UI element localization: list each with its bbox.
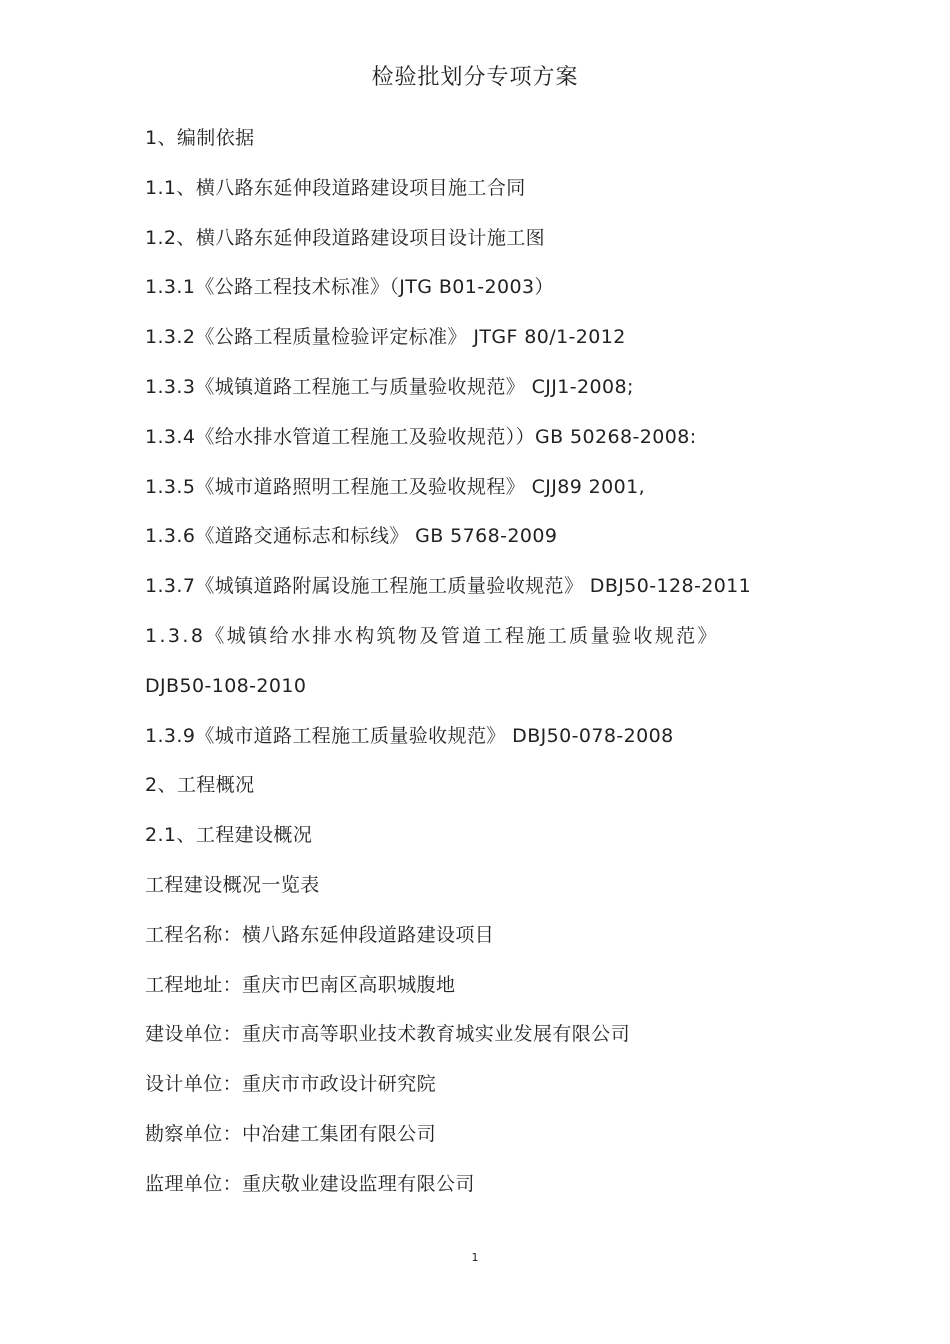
standard-item-1-3-1: 1.3.1《公路工程技术标准》（JTG B01-2003）	[145, 276, 554, 299]
standard-item-1-3-8: 1.3.8《城镇给水排水构筑物及管道工程施工质量验收规范》	[145, 624, 719, 647]
overview-table-caption: 工程建设概况一览表	[145, 873, 320, 896]
design-unit-row: 设计单位：重庆市市政设计研究院	[145, 1073, 437, 1096]
project-name-row: 工程名称：横八路东延伸段道路建设项目	[145, 923, 495, 946]
construction-unit-row: 建设单位：重庆市高等职业技术教育城实业发展有限公司	[145, 1023, 631, 1046]
standard-item-1-3-3: 1.3.3《城镇道路工程施工与质量验收规范》 CJJ1-2008;	[145, 375, 634, 398]
supervision-unit-row: 监理单位：重庆敬业建设监理有限公司	[145, 1172, 475, 1195]
standard-item-1-3-5: 1.3.5《城市道路照明工程施工及验收规程》 CJJ89 2001,	[145, 475, 646, 498]
basis-item-1-2: 1.2、横八路东延伸段道路建设项目设计施工图	[145, 226, 546, 249]
standard-item-1-3-4: 1.3.4《给水排水管道工程施工及验收规范））GB 50268-2008:	[145, 425, 697, 448]
document-body	[145, 124, 815, 1220]
basis-item-1-1: 1.1、横八路东延伸段道路建设项目施工合同	[145, 176, 526, 199]
standard-item-1-3-2: 1.3.2《公路工程质量检验评定标准》 JTGF 80/1-2012	[145, 326, 626, 349]
project-address-row: 工程地址：重庆市巴南区高职城腹地	[145, 973, 456, 996]
section-heading-project-overview: 2、工程概况	[145, 774, 255, 797]
survey-unit-row: 勘察单位：中冶建工集团有限公司	[145, 1122, 437, 1145]
page-number: 1	[471, 1251, 479, 1264]
section-heading-compilation-basis: 1、编制依据	[145, 127, 255, 149]
standard-item-1-3-7: 1.3.7《城镇道路附属设施工程施工质量验收规范》 DBJ50-128-2011	[145, 575, 752, 598]
standard-item-1-3-6: 1.3.6《道路交通标志和标线》 GB 5768-2009	[145, 525, 558, 548]
subsection-heading-construction-overview: 2.1、工程建设概况	[145, 824, 313, 847]
standard-item-1-3-8-code: DJB50-108-2010	[145, 674, 307, 697]
standard-item-1-3-9: 1.3.9《城市道路工程施工质量验收规范》 DBJ50-078-2008	[145, 724, 674, 747]
document-title: 检验批划分专项方案	[371, 65, 579, 90]
